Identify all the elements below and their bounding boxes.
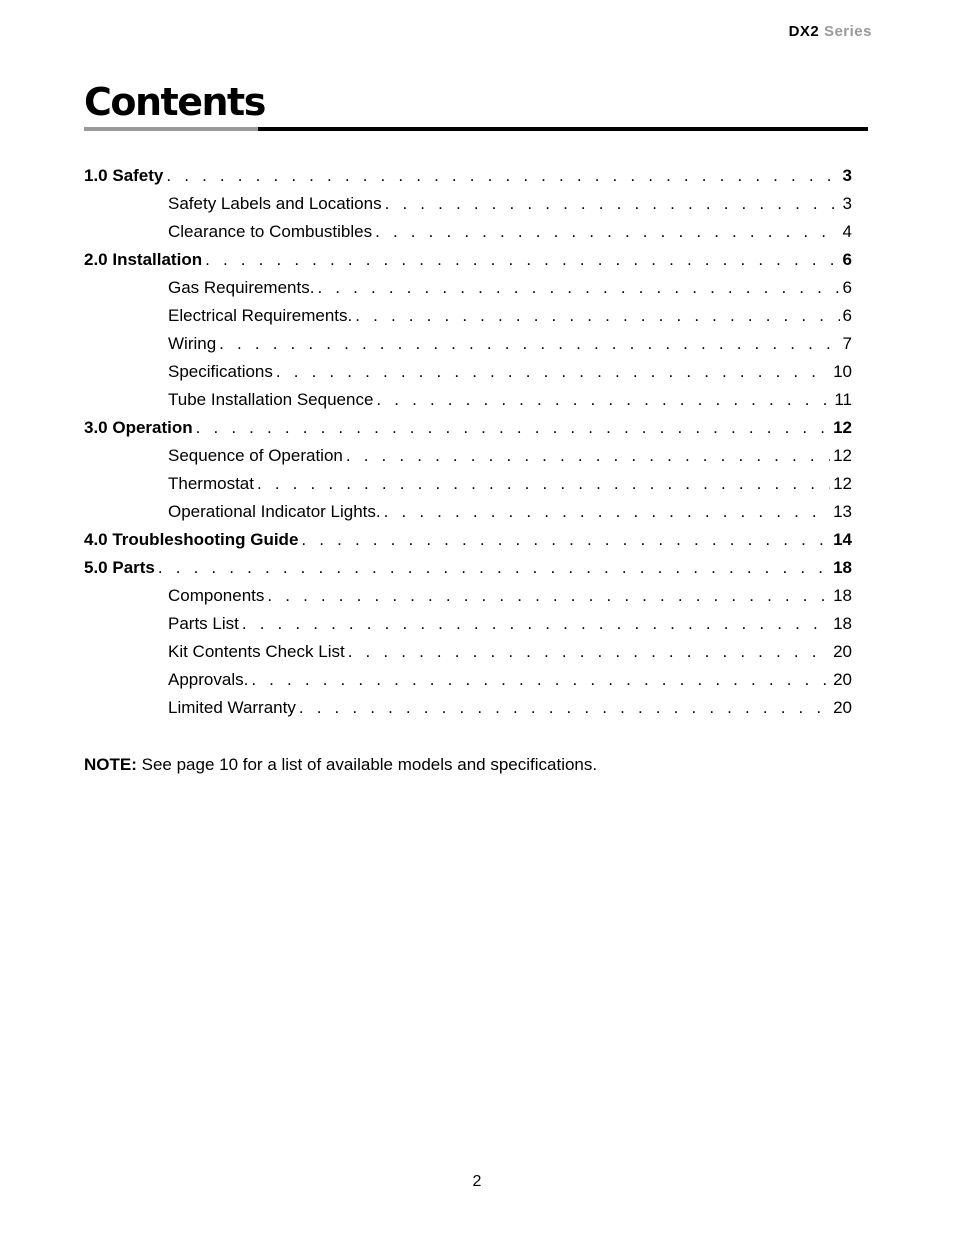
toc-entry-page: 11 — [834, 390, 852, 409]
toc-entry-page: 18 — [833, 558, 852, 577]
toc-entry-page: 14 — [833, 530, 852, 549]
toc-entry-page: 18 — [833, 586, 852, 605]
toc-entry-label: 3.0 Operation — [84, 418, 193, 437]
toc-entry-page: 12 — [833, 474, 852, 493]
toc-dot-leader — [384, 498, 830, 526]
page-number: 2 — [472, 1173, 482, 1190]
toc-subsection-entry — [84, 274, 852, 302]
toc-dot-leader — [385, 190, 840, 218]
toc-entry-label: Components — [168, 586, 265, 605]
page-title: Contents — [84, 80, 265, 124]
toc-entry-label: Gas Requirements. — [168, 278, 315, 297]
toc-subsection-entry — [84, 190, 852, 218]
toc-subsection-entry — [84, 358, 852, 386]
toc-dot-leader — [166, 162, 839, 190]
toc-dot-leader — [257, 470, 830, 498]
toc-entry-label: Kit Contents Check List — [168, 642, 345, 661]
toc-entry-label: Limited Warranty — [168, 698, 296, 717]
toc-entry-label: Specifications — [168, 362, 273, 381]
toc-section-entry — [84, 554, 852, 582]
toc-entry-label: Clearance to Combustibles — [168, 222, 373, 241]
toc-entry-page: 20 — [833, 642, 852, 661]
toc-dot-leader — [251, 666, 830, 694]
toc-entry-page: 6 — [842, 306, 852, 325]
note-text: See page 10 for a list of available models and specifications. — [136, 755, 598, 774]
title-rule-black — [258, 127, 868, 131]
toc-section-entry — [84, 526, 852, 554]
toc-subsection-entry — [84, 666, 852, 694]
toc-subsection-entry — [84, 330, 852, 358]
toc-subsection-entry — [84, 302, 852, 330]
toc-entry-label: Tube Installation Sequence — [168, 390, 374, 409]
toc-dot-leader — [219, 330, 839, 358]
toc-entry-label: Electrical Requirements. — [168, 306, 353, 325]
toc-entry-label: Sequence of Operation — [168, 446, 343, 465]
toc-entry-page: 7 — [842, 334, 852, 353]
toc-dot-leader — [301, 526, 830, 554]
toc-entry-page: 6 — [842, 250, 852, 269]
toc-section-entry — [84, 246, 852, 274]
toc-entry-page: 4 — [842, 222, 852, 241]
toc-entry-label: 4.0 Troubleshooting Guide — [84, 530, 299, 549]
header-series: Series — [823, 23, 872, 40]
toc-dot-leader — [348, 638, 830, 666]
toc-entry-label: 5.0 Parts — [84, 558, 155, 577]
toc-dot-leader — [355, 302, 839, 330]
toc-subsection-entry — [84, 638, 852, 666]
note-label: NOTE: — [84, 755, 137, 774]
toc-entry-page: 20 — [833, 698, 852, 717]
toc-subsection-entry — [84, 610, 852, 638]
toc-subsection-entry — [84, 218, 852, 246]
toc-section-entry — [84, 414, 852, 442]
toc-entry-label: 2.0 Installation — [84, 250, 203, 269]
toc-subsection-entry — [84, 442, 852, 470]
toc-entry-page: 12 — [833, 446, 852, 465]
toc-dot-leader — [196, 414, 830, 442]
table-of-contents — [84, 162, 852, 722]
toc-entry-label: Thermostat — [168, 474, 254, 493]
title-rule-gray — [84, 127, 258, 131]
toc-dot-leader — [346, 442, 830, 470]
toc-entry-label: Parts List — [168, 614, 239, 633]
toc-dot-leader — [158, 554, 830, 582]
toc-subsection-entry — [84, 498, 852, 526]
toc-subsection-entry — [84, 582, 852, 610]
toc-subsection-entry — [84, 470, 852, 498]
toc-subsection-entry — [84, 386, 852, 414]
toc-entry-page: 20 — [833, 670, 852, 689]
toc-entry-page: 3 — [842, 166, 852, 185]
toc-entry-label: Approvals. — [168, 670, 249, 689]
toc-entry-label: Wiring — [168, 334, 217, 353]
toc-dot-leader — [205, 246, 839, 274]
toc-dot-leader — [267, 582, 830, 610]
toc-dot-leader — [276, 358, 830, 386]
toc-entry-page: 10 — [833, 362, 852, 381]
toc-dot-leader — [375, 218, 839, 246]
toc-dot-leader — [376, 386, 831, 414]
toc-subsection-entry — [84, 694, 852, 722]
toc-entry-page: 3 — [842, 194, 852, 213]
running-header — [789, 23, 872, 40]
toc-entry-label: Safety Labels and Locations — [168, 194, 382, 213]
toc-dot-leader — [242, 610, 830, 638]
toc-entry-page: 13 — [833, 502, 852, 521]
toc-section-entry — [84, 162, 852, 190]
note — [84, 753, 597, 777]
toc-entry-page: 18 — [833, 614, 852, 633]
toc-dot-leader — [317, 274, 839, 302]
toc-entry-label: Operational Indicator Lights. — [168, 502, 381, 521]
toc-dot-leader — [299, 694, 830, 722]
toc-entry-label: 1.0 Safety — [84, 166, 164, 185]
toc-entry-page: 6 — [842, 278, 852, 297]
header-model: DX2 — [788, 23, 820, 40]
toc-entry-page: 12 — [833, 418, 852, 437]
